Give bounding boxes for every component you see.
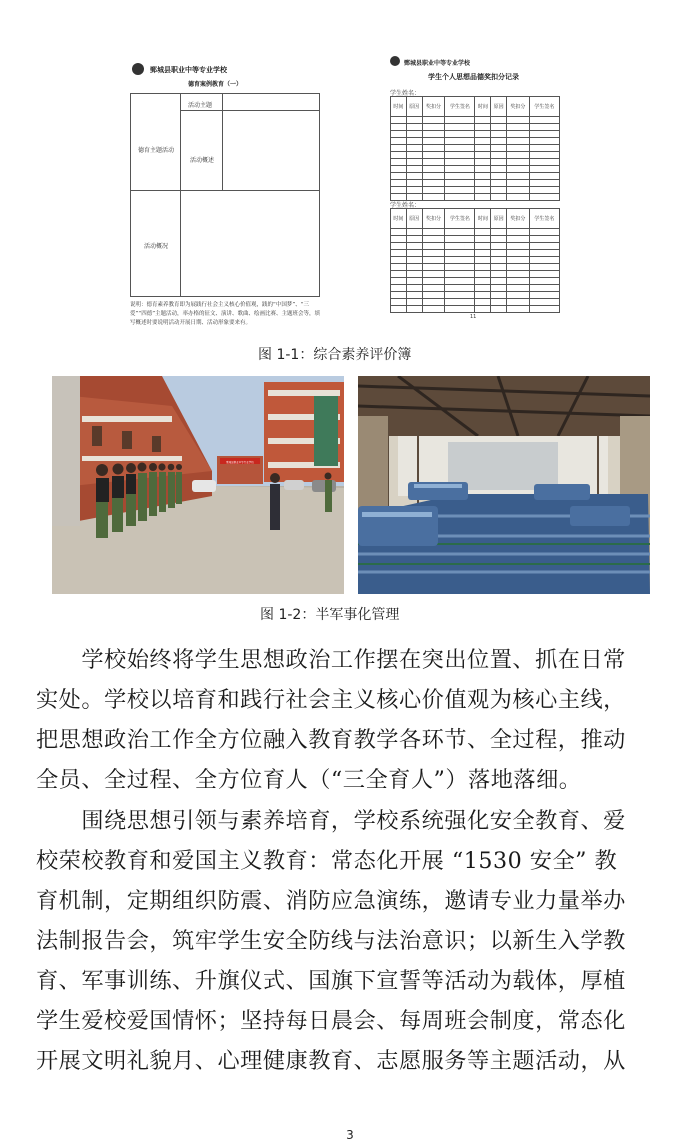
text-line: 围绕思想引领与素养培育，学校系统强化安全教育、爱 bbox=[36, 808, 626, 834]
text-line: 学生爱校爱国情怀；坚持每日晨会、每周班会制度，常态化 bbox=[36, 1008, 626, 1034]
form-table bbox=[130, 93, 320, 297]
record-table-2 bbox=[390, 208, 560, 313]
col-header: 原因 bbox=[491, 97, 507, 117]
paragraph-1 bbox=[36, 640, 666, 800]
dormitory-photo bbox=[358, 376, 650, 594]
text-line: 法制报告会，筑牢学生安全防线与法治意识；以新生入学教 bbox=[36, 928, 626, 954]
military-drill-photo bbox=[52, 376, 344, 594]
moral-case-form bbox=[122, 55, 332, 345]
col-header: 原因 bbox=[491, 209, 507, 229]
page-number: 3 bbox=[346, 1128, 354, 1142]
student-name-label: 学生姓名： bbox=[390, 202, 421, 209]
school-logo-icon bbox=[390, 56, 400, 66]
paragraph-2 bbox=[36, 801, 666, 1081]
col-header: 时间 bbox=[475, 97, 491, 117]
col-header: 奖扣分 bbox=[422, 209, 445, 229]
text-line: 实处。学校以培育和践行社会主义核心价值观为核心主线， bbox=[36, 687, 626, 713]
form-title: 德育案例教育（一） bbox=[188, 81, 243, 88]
col-header: 时间 bbox=[391, 97, 407, 117]
col-header: 原因 bbox=[406, 209, 422, 229]
form-page-number: 11 bbox=[470, 314, 477, 320]
col-header: 学生签名 bbox=[445, 209, 475, 229]
text-line: 把思想政治工作全方位融入教育教学各环节、全过程，推动 bbox=[36, 727, 626, 753]
text-line: 育、军事训练、升旗仪式、国旗下宣誓等活动为载体，厚植 bbox=[36, 968, 626, 994]
col-header: 时间 bbox=[391, 209, 407, 229]
form-title: 学生个人思想品德奖扣分记录 bbox=[428, 73, 519, 81]
row-label-1: 德育主题活动 bbox=[138, 147, 175, 154]
col-header: 时间 bbox=[475, 209, 491, 229]
text-line: 全员、全过程、全方位育人（“三全育人”）落地落细。 bbox=[36, 767, 582, 793]
form-school-name: 鄄城县职业中等专业学校 bbox=[404, 60, 471, 67]
col-header: 奖扣分 bbox=[422, 97, 445, 117]
col-header: 奖扣分 bbox=[506, 97, 529, 117]
text-line: 开展文明礼貌月、心理健康教育、志愿服务等主题活动，从 bbox=[36, 1048, 626, 1074]
text-line: 校荣校教育和爱国主义教育：常态化开展 “1530 安全” 教 bbox=[36, 848, 618, 874]
form-school-name: 鄄城县职业中等专业学校 bbox=[150, 66, 227, 74]
gate-banner-text: 鄄城县职业中等专业学校 bbox=[226, 461, 254, 464]
text-line: 育机制，定期组织防震、消防应急演练，邀请专业力量举办 bbox=[36, 888, 626, 914]
conduct-record-form bbox=[384, 52, 569, 322]
col-header: 学生签名 bbox=[529, 97, 559, 117]
col-header: 学生签名 bbox=[529, 209, 559, 229]
inner-label-1: 活动主题 bbox=[188, 102, 213, 109]
record-table-1 bbox=[390, 96, 560, 201]
col-header: 学生签名 bbox=[445, 97, 475, 117]
row-label-3: 活动概况 bbox=[144, 243, 169, 250]
school-logo-icon bbox=[132, 63, 144, 75]
form-note: 说明：德育素养教育即为展践行社会主义核心价值观，践的“中国梦”、“三爱”“四德”主题活动，率办格的征文、演讲、歌曲、绘画比赛、主题班会等，填写概述时要说明活动开展日期、活动形象要来有。 bbox=[130, 302, 321, 326]
col-header: 原因 bbox=[406, 97, 422, 117]
col-header: 奖扣分 bbox=[506, 209, 529, 229]
inner-label-2: 活动概述 bbox=[190, 157, 215, 164]
figure-caption-1: 图 1-1：综合素养评价簿 bbox=[258, 347, 412, 363]
student-name-label: 学生姓名： bbox=[390, 90, 421, 97]
figure-caption-2: 图 1-2：半军事化管理 bbox=[260, 607, 400, 623]
text-line: 学校始终将学生思想政治工作摆在突出位置、抓在日常 bbox=[36, 647, 626, 673]
